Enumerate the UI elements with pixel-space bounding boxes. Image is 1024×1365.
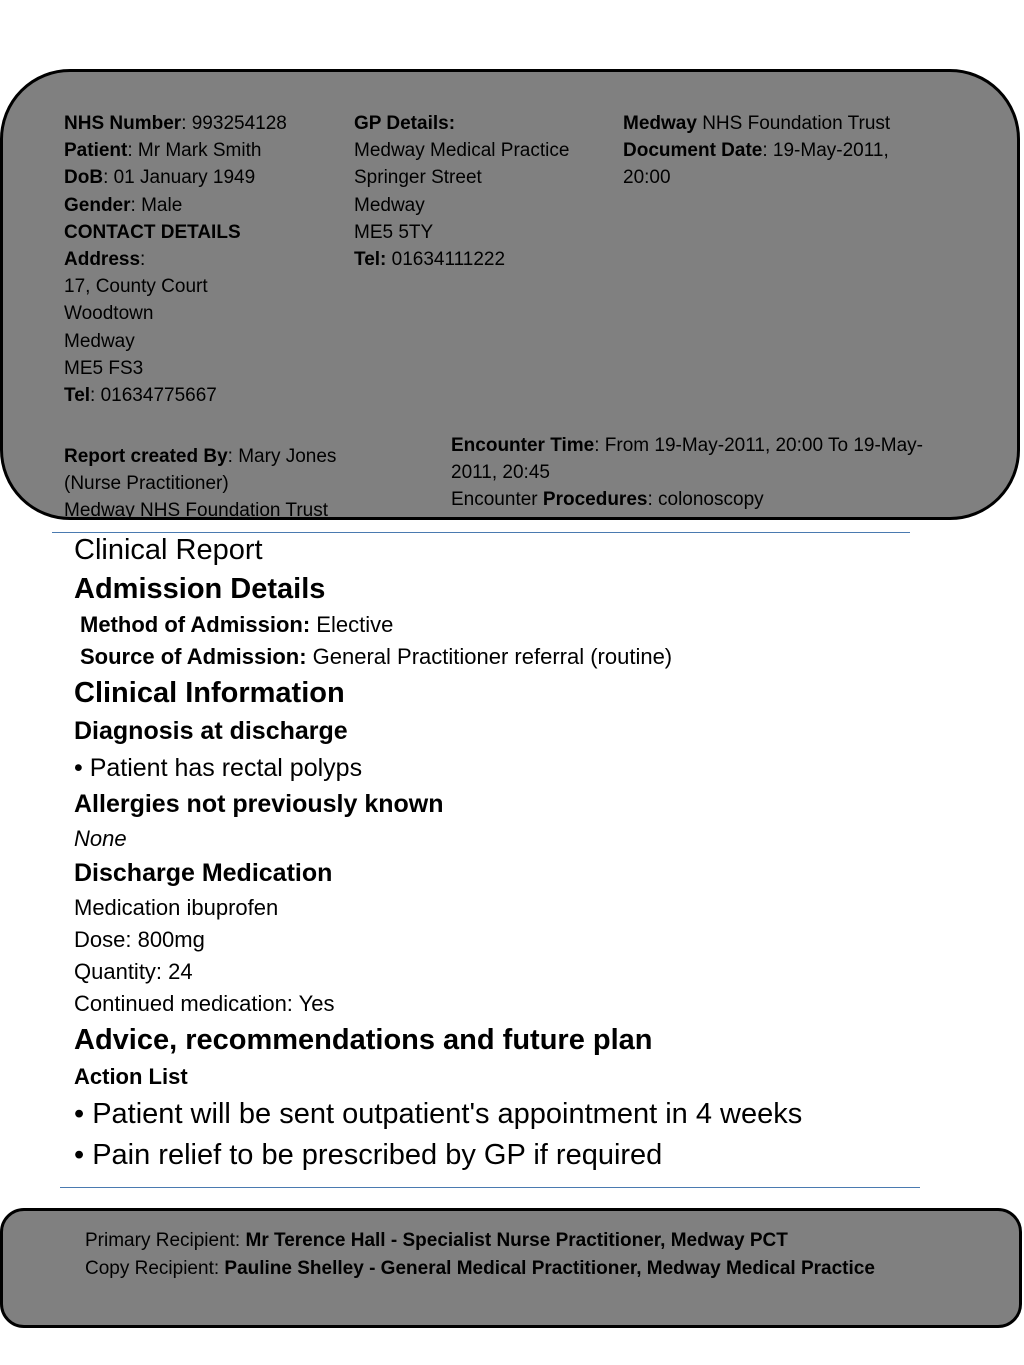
copy-recipient-label: Copy Recipient:	[85, 1257, 225, 1279]
patient-label: Patient	[64, 140, 128, 162]
patient-tel-row	[64, 382, 287, 409]
dob-label: DoB	[64, 167, 104, 189]
copy-recipient-value: Pauline Shelley - General Medical Practitioner, Medway Medical Practice	[224, 1257, 875, 1279]
gp-details-heading: GP Details:	[354, 113, 456, 134]
admission-details-heading: Admission Details	[74, 573, 326, 605]
allergies-value: None	[74, 826, 127, 851]
gp-address-line: ME5 5TY	[354, 221, 434, 243]
trust-name-bold: Medway	[623, 113, 697, 134]
patient-tel-label: Tel	[64, 385, 91, 407]
source-of-admission-value: General Practitioner referral (routine)	[306, 644, 673, 669]
clinical-report	[74, 531, 974, 1176]
nhs-number-value: : 993254128	[181, 113, 287, 134]
gp-address-line: Medway Medical Practice	[354, 140, 570, 162]
gp-details	[354, 110, 569, 273]
gp-tel-row	[354, 246, 569, 273]
primary-recipient-value: Mr Terence Hall - Specialist Nurse Practitioner, Medway PCT	[245, 1230, 788, 1251]
dob-row	[64, 164, 287, 191]
trust-details	[623, 110, 923, 192]
address-suffix: :	[140, 249, 146, 271]
divider	[60, 1187, 920, 1188]
recipients	[85, 1227, 875, 1282]
action-item: • Patient will be sent outpatient's appointment in 4 weeks	[74, 1098, 803, 1130]
document-date-label: Document Date	[623, 140, 763, 162]
creator-role: (Nurse Practitioner)	[64, 473, 229, 495]
advice-heading: Advice, recommendations and future plan	[74, 1024, 653, 1056]
encounter-procedures-label: Procedures	[542, 489, 648, 511]
medication-line: Medication ibuprofen	[74, 895, 279, 920]
method-of-admission-label: Method of Admission:	[80, 612, 311, 637]
gp-tel-value: 01634111222	[386, 249, 506, 271]
primary-recipient-row	[85, 1227, 875, 1255]
nhs-number-label: NHS Number	[64, 113, 182, 134]
discharge-medication-heading: Discharge Medication	[74, 859, 333, 887]
encounter-details	[451, 432, 931, 514]
clinical-information-heading: Clinical Information	[74, 677, 345, 709]
encounter-time-label: Encounter Time	[451, 435, 595, 456]
nhs-number-row	[64, 110, 287, 137]
diagnosis-item: • Patient has rectal polyps	[74, 754, 363, 782]
gender-row	[64, 192, 287, 219]
report-creator	[64, 443, 336, 525]
gender-value: : Male	[130, 194, 183, 216]
patient-name-row	[64, 137, 287, 164]
source-of-admission-label: Source of Admission:	[80, 644, 307, 669]
patient-tel-value: : 01634775667	[90, 385, 217, 407]
gp-address-line: Springer Street	[354, 167, 482, 189]
address-line: Medway	[64, 330, 135, 352]
encounter-procedures-prefix: Encounter	[451, 489, 543, 511]
diagnosis-heading: Diagnosis at discharge	[74, 717, 348, 745]
medication-line: Quantity: 24	[74, 959, 193, 984]
primary-recipient-label: Primary Recipient:	[85, 1230, 246, 1251]
creator-org: Medway NHS Foundation Trust	[64, 500, 329, 522]
encounter-procedures-value: : colonoscopy	[647, 489, 764, 511]
creator-name: : Mary Jones	[227, 446, 337, 467]
address-label: Address	[64, 249, 141, 271]
trust-name-row	[623, 110, 923, 137]
gender-label: Gender	[64, 194, 131, 216]
address-line: Woodtown	[64, 303, 154, 325]
trust-name-rest: NHS Foundation Trust	[696, 113, 891, 134]
copy-recipient-row	[85, 1255, 875, 1283]
encounter-time-row	[451, 432, 931, 486]
address-row	[64, 246, 287, 273]
report-title: Clinical Report	[74, 534, 263, 566]
document-date-value: : 19-May-2011, 20:00	[623, 140, 889, 189]
medication-line: Continued medication: Yes	[74, 991, 335, 1016]
contact-details-heading: CONTACT DETAILS	[64, 221, 241, 243]
creator-label: Report created By	[64, 446, 228, 467]
source-of-admission-row	[74, 641, 974, 673]
patient-details	[64, 110, 287, 409]
creator-row	[64, 443, 336, 470]
patient-name-value: : Mr Mark Smith	[127, 140, 262, 162]
medication-line: Dose: 800mg	[74, 927, 205, 952]
address-line: ME5 FS3	[64, 357, 144, 379]
document-date-row	[623, 137, 923, 191]
action-item: • Pain relief to be prescribed by GP if required	[74, 1139, 663, 1171]
method-of-admission-value: Elective	[310, 612, 394, 637]
method-of-admission-row	[74, 609, 974, 641]
allergies-heading: Allergies not previously known	[74, 790, 444, 818]
gp-address-line: Medway	[354, 194, 425, 216]
gp-tel-label: Tel:	[354, 249, 387, 271]
encounter-time-value: : From 19-May-2011, 20:00 To 19-May-2011, 20:45	[451, 435, 924, 484]
action-list-heading: Action List	[74, 1064, 188, 1089]
address-line: 17, County Court	[64, 276, 208, 298]
dob-value: : 01 January 1949	[103, 167, 256, 189]
encounter-procedures-row	[451, 486, 931, 513]
